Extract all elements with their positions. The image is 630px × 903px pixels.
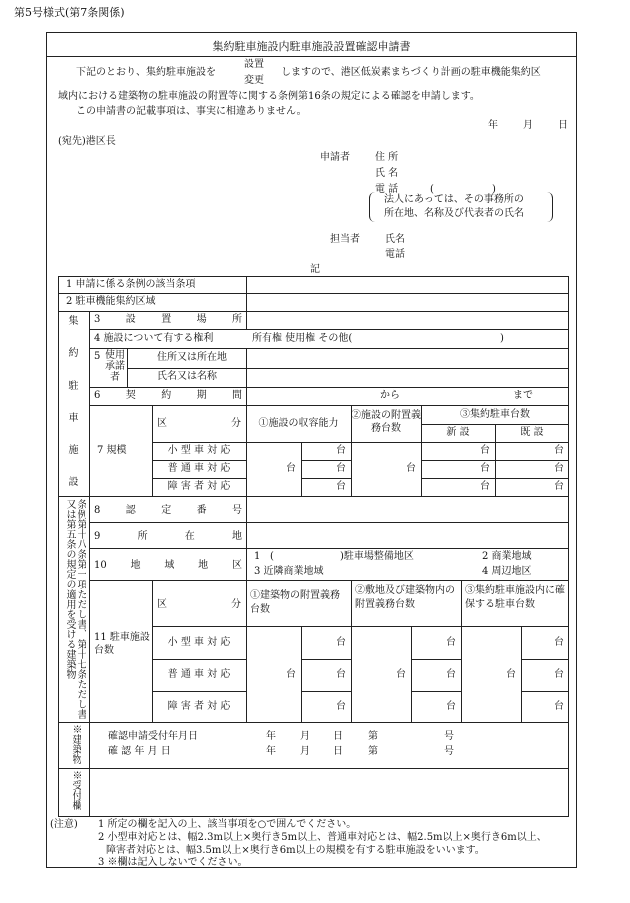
form-number: 第5号様式(第7条関係) [14,6,125,19]
choice-change: 変更 [244,75,264,86]
group3-label: ※建築物 [70,724,81,764]
row5-label: 使用承諾者 [105,350,125,383]
note-2a: 2 小型車対応とは、幅2.3m以上×奥行き5m以上、普通車対応とは、幅2.5m以上×奥行き6m以上、 [98,832,547,843]
row1-value[interactable] [247,277,568,293]
applicant-label: 申請者 [320,152,350,163]
contact-label: 担当者 [330,234,360,245]
count-h3: ③集約駐車施設内に確保する駐車台数 [465,585,565,610]
corporate-note-2: 所在地、名称及び代表者の氏名 [384,208,524,219]
applicant-address-label: 住 所 [375,152,399,163]
vehicle-normal: 普 通 車 対 応 [167,463,231,474]
zone-1[interactable]: )駐車場整備地区 [340,551,414,562]
row8-value[interactable] [247,497,568,522]
intro-line1b: しますので、港区低炭素まちづくり計画の駐車機能集約区 [281,67,541,78]
row8-label: 8 認 定 番 号 [94,505,242,516]
kubun-header-2: 区 分 [157,599,241,610]
zone-2[interactable]: 2 商業地域 [482,551,532,562]
group4-label: ※受付欄 [70,770,81,810]
row6-to: まで [513,390,533,401]
scale-h1: ①施設の収容能力 [258,418,339,429]
zone-3[interactable]: 3 近隣商業地域 [254,566,324,577]
row2-value[interactable] [247,294,568,311]
intro-line3: この申請書の記載事項は、事実に相違ありません。 [76,106,307,117]
scale-existing: 既 設 [520,427,544,438]
row6-label: 6 契 約 期 間 [94,390,242,401]
row5b-label: 氏名又は名称 [157,371,217,382]
applicant-name-label: 氏 名 [375,168,399,179]
row6-from: から [380,390,400,401]
zone-4[interactable]: 4 周辺地区 [482,566,532,577]
form-title: 集約駐車施設内駐車施設設置確認申請書 [212,40,411,53]
row7-label: 7 規模 [97,445,127,456]
intro-line1a: 下記のとおり、集約駐車施設を [76,67,216,78]
row4-label: 4 施設について有する権利 [94,333,214,344]
vehicle-small-2: 小 型 車 対 応 [167,637,231,648]
contact-phone-label: 電話 [385,249,405,260]
ki-label: 記 [310,264,320,275]
row1-label: 1 申請に係る条例の該当条項 [66,279,196,290]
row10-label: 10 地 域 地 区 [94,560,242,571]
count-h2: ②敷地及び建築物内の附置義務台数 [355,585,455,610]
scale-new: 新 設 [446,427,470,438]
corporate-note-1: 法人にあっては、その事務所の [384,194,524,205]
count-h1: ①建築物の附置義務台数 [250,590,340,615]
reception-box [90,769,568,816]
row4-value[interactable]: 所有権 使用権 その他( [252,333,353,344]
row5a-value[interactable] [247,349,568,367]
row11-label: 11 駐車施設台数 [94,632,150,656]
vehicle-small: 小 型 車 対 応 [167,445,231,456]
vehicle-normal-2: 普 通 車 対 応 [167,669,231,680]
contact-name-label: 氏名 [385,234,405,245]
date-year: 年 [488,120,498,131]
row2-label: 2 駐車機能集約区域 [66,296,156,307]
row9-value[interactable] [247,523,568,548]
date-month: 月 [523,120,533,131]
scale-h3: ③集約駐車台数 [460,409,530,420]
row5b-value[interactable] [247,369,568,387]
addressee: (宛先)港区長 [58,136,116,147]
note-2b: 障害者対応とは、幅3.5m以上×奥行き6m以上の規模を有する駐車施設をいいます。 [106,845,485,856]
confirm-received-label: 確認申請受付年月日 [108,731,198,742]
choice-setting: 設置 [244,59,264,70]
vehicle-disabled-2: 障 害 者 対 応 [167,701,231,712]
row5a-label: 住所又は所在地 [157,352,227,363]
date-day: 日 [558,120,568,131]
confirm-date-label: 確 認 年 月 日 [108,746,171,757]
group1-label: 集 約 駐 車 施 設 [68,316,79,489]
intro-line2: 域内における建築物の駐車施設の附置等に関する条例第16条の規定による確認を申請します。 [58,91,480,102]
vehicle-disabled: 障 害 者 対 応 [167,481,231,492]
note-1: 1 所定の欄を記入の上、該当事項を○で囲んでください。 [98,819,357,830]
kubun-header-1: 区 分 [157,418,241,429]
row3-label: 3 設 置 場 所 [94,314,242,325]
group2-label: 条例第十八条第一項ただし書、第十七条ただし書又は第五条の規定の適用を受ける建築物 [64,499,86,719]
note-3: 3 ※欄は記入しないでください。 [98,857,248,868]
applicant-phone-label: 電 話 [375,184,399,195]
scale-h2: ②施設の附置義務台数 [351,410,421,434]
form-page: 第5号様式(第7条関係) 集約駐車施設内駐車施設設置確認申請書 下記のとおり、集約駐車施設を 設置 変更 しますので、港区低炭素まちづくり計画の駐車機能集約区 域内における建築物の駐車施設の附置等に関する条例第16条の規定による確認を申請します。 この申請書の記載事項は、事実に相違ありません。 年 月 日 (宛先)港区長 申請者 住 所 氏 名 電 話 ( ) 法人にあっては、その事務所の 所在地、名称及び代表者の氏名 担当者 氏名 電話 記 1 申請に係る条例の該当条項 2 駐車機能集約区域 集 約 駐 車 施 設 3 設 置 場 所 4 施設について有する権利 所有権 使用権 その他( ) 5 使用承諾者 住所又は所在地 氏名又は名称 6 契 約 期 間 から まで 7 規模 区 分 ①施設の収容能力 ②施設の附置義務台数 ③集約駐車台数 新 設 既 設 小 型 車 対 応 普 通 車 対 応 障 害 者 対 応 台 台 台 台 台 台 台 台 台 台 台 条例第十八条第一項ただし書、第十七条ただし書又は第五条の規定の適用を受ける建築物 8 認 定 番 号 9 所 在 地 10 地 域 地 区 1 ( )駐車場整備地区 2 商業地域 3 近隣商業地域 4 周辺地区 11 駐車施設台数 区 分 ①建築物の附置義務台数 ②敷地及び建築物内の附置義務台数 ③集約駐車施設内に確保する駐車台数 小 型 車 対 応 普 通 車 対 応 障 害 者 対 応 台 台 台 台 台 台 台 台 台 台 台 台 ※建築物 確認申請受付年月日 確 認 年 月 日 年 月 日 第 号 年 月 日 第 号 ※受付欄 (注意) 1 所定の欄を記入の上、該当事項を○で囲んでください。 2 小型車対応とは、幅2.3m以上×奥行き5m以上、普通車対応とは、幅2.5m以上×奥行き6m以上、 障害者対応とは、幅3.5m以上×奥行き6m以上の規模を有する駐車施設をいいます。 3 ※欄は記入しないでください。 [0,0,630,903]
row9-label: 9 所 在 地 [94,531,242,542]
notes-label: (注意) [50,819,78,830]
row3-value[interactable] [247,312,568,329]
